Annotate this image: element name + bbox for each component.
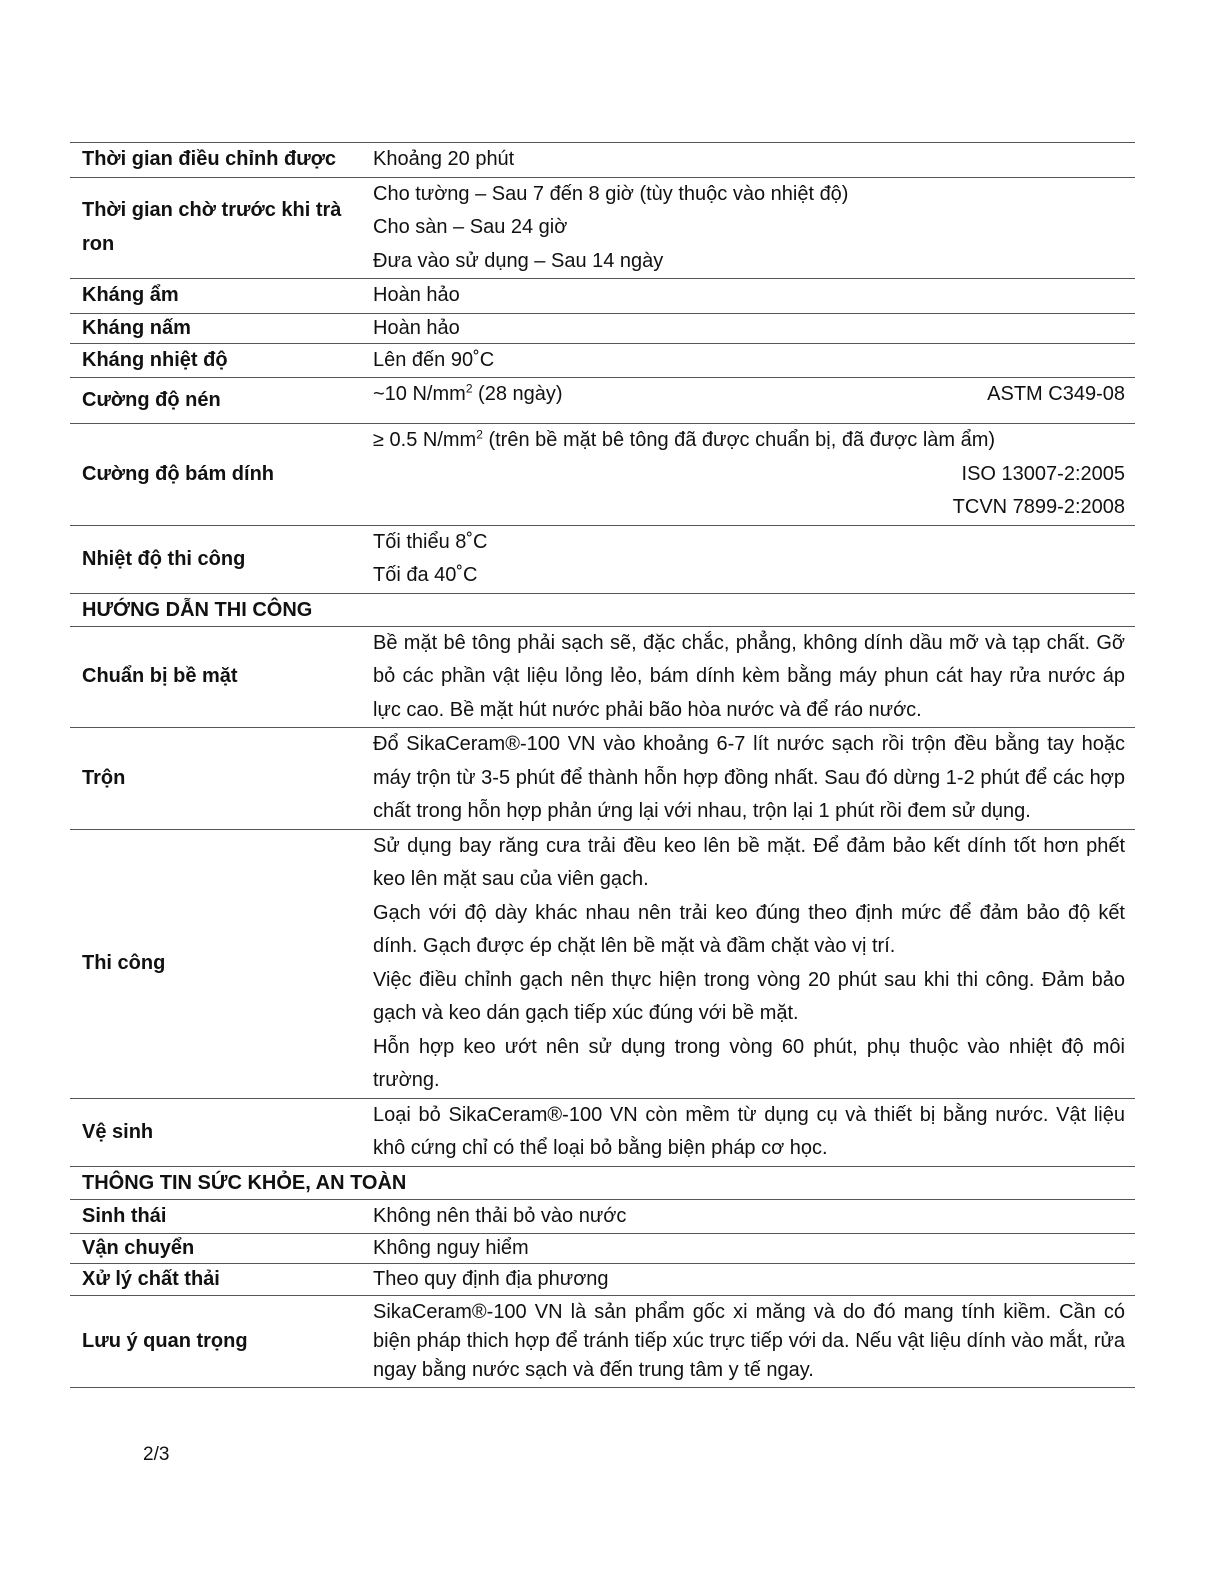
value-text: ≥ 0.5 $N/mm^2$ (trên bề mặt bê tông đã được chuẩn bị, đã được làm ẩm) [373,427,996,451]
page-number: 2/3 [143,1444,170,1465]
row-label: Sinh thái [82,1204,167,1227]
value-line: Cho tường – Sau 7 đến 8 giờ (tùy thuộc vào nhiệt độ) [373,182,849,205]
row-value: Không nguy hiểm [373,1237,529,1259]
row-value: Loại bỏ SikaCeram®-100 VN còn mềm từ dụng cụ và thiết bị bằng nước. Vật liệu khô cứng chỉ có thể loại bỏ bằng biện pháp cơ học. [373,1103,1125,1159]
row-adjust-time [70,142,1135,177]
row-application [70,829,1135,1098]
row-label: Thời gian điều chỉnh được [82,148,337,171]
row-fungus [70,313,1135,343]
value-paragraph: Gạch với độ dày khác nhau nên trải keo đúng theo định mức để đảm bảo độ kết dính. Gạch được ép chặt lên bề mặt và đầm chặt vào vị trí. [373,901,1125,957]
row-value [373,314,1135,343]
value-line: Đưa vào sử dụng – Sau 14 ngày [373,249,664,272]
row-value [373,279,1135,313]
row-adhesion [70,423,1135,525]
row-value: SikaCeram®-100 VN là sản phẩm gốc xi măng và do đó mang tính kiềm. Cần có biện pháp thich hợp để tránh tiếp xúc trực tiếp với da. Nếu vật liệu dính vào mắt, rửa ngay bằng nước sạch và đến trung tâm y tế ngay. [373,1301,1125,1381]
row-mixing [70,727,1135,829]
row-important-note [70,1295,1135,1388]
row-value [373,830,1135,1098]
row-surface-prep [70,626,1135,728]
value-paragraph: Hỗn hợp keo ướt nên sử dụng trong vòng 60 phút, phụ thuộc vào nhiệt độ môi trường. [373,1035,1125,1091]
row-label: Xử lý chất thải [82,1268,220,1290]
row-label: Vận chuyển [82,1237,195,1259]
value-line: Tối đa 40˚C [373,564,478,586]
row-label: Thi công [82,952,166,974]
section-title: HƯỚNG DẪN THI CÔNG [82,598,313,621]
row-label: Cường độ nén [82,389,221,411]
row-label: Cường độ bám dính [82,462,275,485]
row-label: Vệ sinh [82,1120,154,1143]
row-cleaning [70,1098,1135,1166]
row-value [373,344,1135,378]
row-value [373,143,1135,177]
standard-text: ISO 13007-2:2005 [961,462,1125,485]
datasheet-table [70,142,1135,1388]
row-heat [70,343,1135,378]
standard-text: TCVN 7899-2:2008 [952,496,1125,518]
row-label: Trộn [82,766,126,789]
value-line [373,378,1125,412]
row-moisture [70,278,1135,313]
value-line: Cho sàn – Sau 24 giờ [373,216,568,238]
row-value [373,178,1135,279]
row-value [373,378,1135,423]
row-label: Lưu ý quan trọng [82,1330,248,1352]
value-text: Hoàn hảo [373,316,460,339]
row-label: Chuẩn bị bề mặt [82,665,238,688]
value-paragraph: Sử dụng bay răng cưa trải đều keo lên bề mặt. Để đảm bảo kết dính tốt hơn phết keo lên mặt sau của viên gạch. [373,834,1125,890]
row-value: Bề mặt bê tông phải sạch sẽ, đặc chắc, phẳng, không dính dầu mỡ và tạp chất. Gỡ bỏ các phần vật liệu lỏng lẻo, bám dính kèm bằng máy phun cát hay rửa nước áp lực cao. Bề mặt hút nước phải bão hòa nước và để ráo nước. [373,631,1125,721]
section-header-safety [70,1166,1135,1199]
row-temperature [70,525,1135,593]
row-value [373,526,1135,593]
row-value: Không nên thải bỏ vào nước [373,1204,627,1227]
row-value: Đổ SikaCeram®-100 VN vào khoảng 6-7 lít nước sạch rồi trộn đều bằng tay hoặc máy trộn từ 3-5 phút để thành hỗn hợp đồng nhất. Sau đó dừng 1-2 phút để các hợp chất trong hỗn hợp phản ứng lại với nhau, trộn lại 1 phút rồi đem sử dụng. [373,733,1125,822]
value-paragraph: Việc điều chỉnh gạch nên thực hiện trong vòng 20 phút sau khi thi công. Đảm bảo gạch và keo dán gạch tiếp xúc đúng với bề mặt. [373,968,1125,1024]
row-label: Kháng ẩm [82,284,179,307]
section-title: THÔNG TIN SỨC KHỎE, AN TOÀN [82,1171,407,1194]
row-value [373,424,1135,525]
row-ecology [70,1199,1135,1234]
row-label: Nhiệt độ thi công [82,547,246,570]
row-label: Kháng nhiệt độ [82,348,228,371]
row-wait-time [70,177,1135,279]
standard-text: ASTM C349-08 [987,383,1125,405]
value-text: Khoảng 20 phút [373,148,515,170]
section-header-guide [70,593,1135,626]
value-text: Hoàn hảo [373,284,460,306]
row-label: Kháng nấm [82,316,191,339]
row-waste [70,1263,1135,1295]
value-line: Tối thiểu 8˚C [373,530,488,553]
row-value: Theo quy định địa phương [373,1268,609,1290]
row-label: Thời gian chờ trước khi trà ron [82,199,342,255]
value-text: Lên đến 90˚C [373,348,495,371]
row-transport [70,1233,1135,1263]
value-text: ~10 $N/mm^2$ (28 ngày) [373,381,563,405]
row-compressive [70,377,1135,423]
